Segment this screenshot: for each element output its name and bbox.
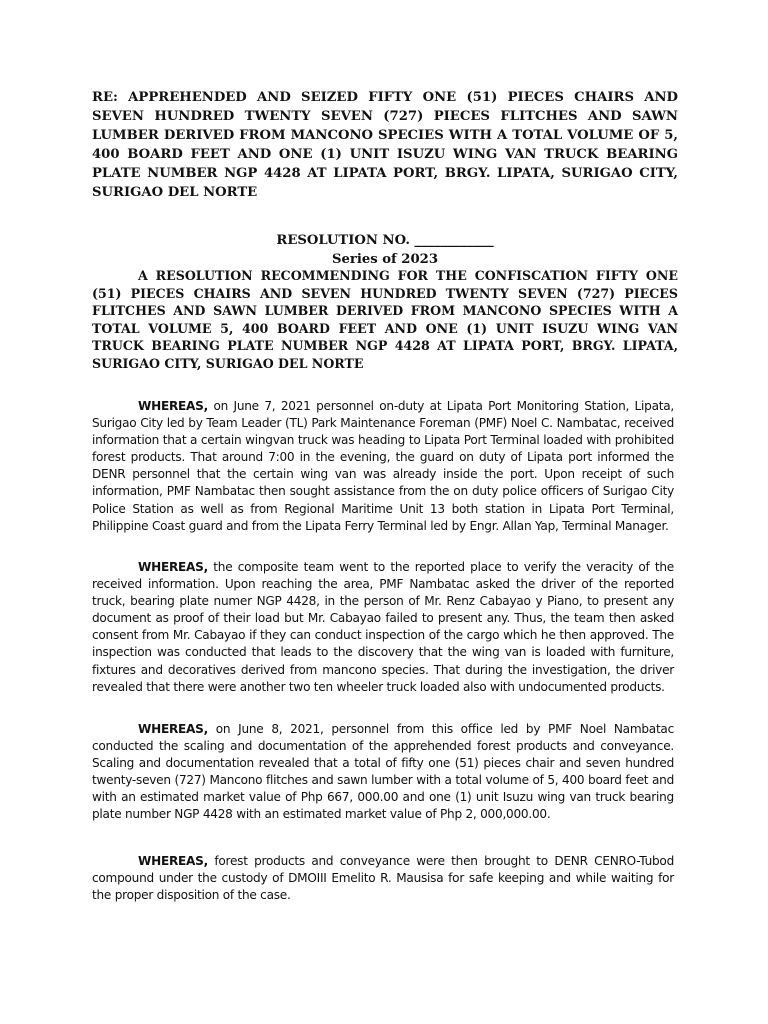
paragraph-text: forest products and conveyance were then brought to DENR CENRO-Tubod compound under the custody of DMOIII Emelito R. Mausisa for safe keeping and while waiting for the proper disposition of the case.	[92, 854, 674, 903]
resolution-header	[92, 231, 678, 269]
paragraph-text: on June 7, 2021 personnel on-duty at Lipata Port Monitoring Station, Lipata, Surigao City led by Team Leader (TL) Park Maintenance Foreman (PMF) Noel C. Nambatac, received information that a certain wingvan truck was heading to Lipata Port Terminal loaded with prohibited forest products. That around 7:00 in the evening, the guard on duty of Lipata port informed the DENR personnel that the certain wing van was already inside the port. Upon receipt of such information, PMF Nambatac then sought assistance from the on duty police officers of Surigao City Police Station as well as from Regional Maritime Unit 13 both station in Lipata Port Terminal, Philippine Coast guard and from the Lipata Ferry Terminal led by Engr. Allan Yap, Terminal Manager.	[92, 399, 674, 533]
resolution-number: RESOLUTION NO. ____________	[276, 233, 494, 248]
resolution-title: A RESOLUTION RECOMMENDING FOR THE CONFISCATION FIFTY ONE (51) PIECES CHAIRS AND SEVEN HUNDRED TWENTY SEVEN (727) PIECES FLITCHES AND SAWN LUMBER DERIVED FROM MANCONO SPECIES WITH A TOTAL VOLUME 5, 400 BOARD FEET AND ONE (1) UNIT ISUZU WING VAN TRUCK BEARING PLATE NUMBER NGP 4428 AT LIPATA PORT, BRGY. LIPATA, SURIGAO CITY, SURIGAO DEL NORTE	[92, 268, 678, 371]
paragraph-text: the composite team went to the reported place to verify the veracity of the received information. Upon reaching the area, PMF Nambatac asked the driver of the reported truck, bearing plate numer NGP 4428, in the person of Mr. Renz Cabayao y Piano, to present any document as proof of their load but Mr. Cabayao failed to present any. Thus, the team then asked consent from Mr. Cabayao if they can conduct inspection of the cargo which he then approved. The inspection was conducted that leads to the discovery that the wing van is loaded with furniture, fixtures and decoratives derived from mancono species. That during the investigation, the driver revealed that there were another two ten wheeler truck loaded also with undocumented products.	[92, 560, 674, 694]
whereas-paragraph-3	[92, 721, 674, 824]
resolution-series: Series of 2023	[331, 252, 439, 267]
whereas-paragraph-2	[92, 559, 674, 696]
re-heading: RE: APPREHENDED AND SEIZED FIFTY ONE (51) PIECES CHAIRS AND SEVEN HUNDRED TWENTY SEVEN (727) PIECES FLITCHES AND SAWN LUMBER DERIVED FROM MANCONO SPECIES WITH A TOTAL VOLUME OF 5, 400 BOARD FEET AND ONE (1) UNIT ISUZU WING VAN TRUCK BEARING PLATE NUMBER NGP 4428 AT LIPATA PORT, BRGY. LIPATA, SURIGAO CITY, SURIGAO DEL NORTE	[92, 90, 678, 200]
whereas-lead: WHEREAS,	[138, 722, 208, 736]
whereas-lead: WHEREAS,	[138, 399, 208, 413]
whereas-lead: WHEREAS,	[138, 854, 208, 868]
paragraph-text: on June 8, 2021, personnel from this office led by PMF Noel Nambatac conducted the scaling and documentation of the apprehended forest products and conveyance. Scaling and documentation revealed that a total of fifty one (51) pieces chair and seven hundred twenty-seven (727) Mancono flitches and sawn lumber with a total volume of 5, 400 board feet and with an estimated market value of Php 667, 000.00 and one (1) unit Isuzu wing van truck bearing plate number NGP 4428 with an estimated market value of Php 2, 000,000.00.	[92, 722, 674, 822]
whereas-paragraph-4	[92, 853, 674, 904]
whereas-lead: WHEREAS,	[138, 560, 208, 574]
whereas-paragraph-1	[92, 398, 674, 535]
